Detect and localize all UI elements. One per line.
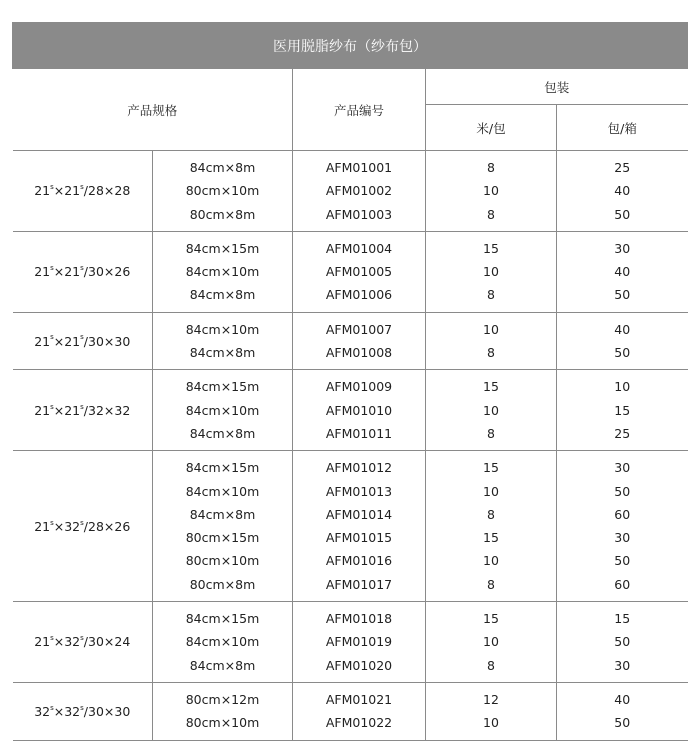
spec-mark: s bbox=[50, 703, 54, 712]
m-per-pack-cell: 10 bbox=[483, 553, 499, 569]
code-cell: AFM01008 bbox=[325, 345, 393, 361]
code-cell: AFM01015 bbox=[325, 530, 393, 546]
spec-density: /30×26 bbox=[83, 264, 131, 280]
spec-cell bbox=[13, 312, 153, 370]
pack-per-box-cell: 15 bbox=[614, 402, 631, 418]
size-cell: 84cm×10m bbox=[185, 321, 260, 337]
m-per-pack-cell: 10 bbox=[483, 634, 499, 650]
size-cell: 84cm×8m bbox=[189, 287, 256, 303]
spec-mark: s bbox=[80, 333, 84, 342]
size-cell: 80cm×8m bbox=[189, 206, 256, 222]
pack-per-box-cell: 50 bbox=[614, 483, 631, 499]
spec-cell bbox=[13, 231, 153, 312]
pack-per-box-cell: 15 bbox=[614, 611, 631, 627]
size-cell: 80cm×8m bbox=[189, 576, 256, 592]
size-cell: 84cm×10m bbox=[185, 264, 260, 280]
code-cell: AFM01004 bbox=[325, 240, 393, 256]
pack-per-box-cell: 50 bbox=[614, 634, 631, 650]
m-per-pack-cell: 12 bbox=[483, 691, 499, 707]
spec-cell bbox=[13, 370, 153, 451]
code-cell: AFM01010 bbox=[325, 402, 393, 418]
pack-per-box-cell-group bbox=[557, 602, 688, 683]
code-cell-group bbox=[293, 151, 426, 232]
m-per-pack-cell-group bbox=[426, 151, 557, 232]
product-table bbox=[12, 22, 688, 741]
m-per-pack-cell: 15 bbox=[483, 611, 499, 627]
spec-density: /28×28 bbox=[83, 183, 131, 199]
m-per-pack-cell: 15 bbox=[483, 530, 499, 546]
spec-weft: ×21 bbox=[53, 264, 81, 280]
header-spec: 产品规格 bbox=[13, 69, 293, 151]
pack-per-box-cell: 50 bbox=[614, 345, 631, 361]
spec-weft: ×32 bbox=[53, 634, 81, 650]
pack-per-box-cell-group bbox=[557, 312, 688, 370]
size-cell: 80cm×10m bbox=[185, 553, 260, 569]
spec-mark: s bbox=[80, 183, 84, 192]
pack-per-box-cell: 40 bbox=[614, 321, 631, 337]
m-per-pack-cell: 8 bbox=[487, 425, 495, 441]
m-per-pack-cell: 10 bbox=[483, 402, 499, 418]
product-table-wrapper bbox=[12, 22, 687, 741]
size-cell-group bbox=[153, 451, 293, 602]
m-per-pack-cell-group bbox=[426, 370, 557, 451]
m-per-pack-cell-group bbox=[426, 231, 557, 312]
pack-per-box-cell: 40 bbox=[614, 691, 631, 707]
pack-per-box-cell: 60 bbox=[614, 576, 631, 592]
size-cell-group bbox=[153, 682, 293, 740]
spec-warp: 21 bbox=[34, 183, 51, 199]
code-cell: AFM01007 bbox=[325, 321, 393, 337]
spec-density: /32×32 bbox=[83, 402, 131, 418]
spec-mark: s bbox=[50, 264, 54, 273]
code-cell: AFM01005 bbox=[325, 264, 393, 280]
spec-warp: 21 bbox=[34, 634, 51, 650]
code-cell: AFM01020 bbox=[325, 657, 393, 673]
spec-mark: s bbox=[80, 703, 84, 712]
m-per-pack-cell: 8 bbox=[487, 506, 495, 522]
m-per-pack-cell: 8 bbox=[487, 576, 495, 592]
header-packing: 包装 bbox=[426, 69, 688, 105]
pack-per-box-cell-group bbox=[557, 231, 688, 312]
code-cell: AFM01022 bbox=[325, 715, 393, 731]
table-group bbox=[13, 682, 688, 740]
size-cell: 84cm×8m bbox=[189, 425, 256, 441]
code-cell-group bbox=[293, 231, 426, 312]
code-cell-group bbox=[293, 602, 426, 683]
code-cell: AFM01014 bbox=[325, 506, 393, 522]
code-cell-group bbox=[293, 451, 426, 602]
code-cell: AFM01019 bbox=[325, 634, 393, 650]
pack-per-box-cell: 60 bbox=[614, 506, 631, 522]
size-cell: 84cm×10m bbox=[185, 483, 260, 499]
pack-per-box-cell: 30 bbox=[614, 530, 631, 546]
m-per-pack-cell: 8 bbox=[487, 206, 495, 222]
code-cell: AFM01017 bbox=[325, 576, 393, 592]
size-cell-group bbox=[153, 151, 293, 232]
pack-per-box-cell: 25 bbox=[614, 160, 631, 175]
header-pack-per-box: 包/箱 bbox=[557, 105, 688, 151]
spec-warp: 21 bbox=[34, 264, 51, 280]
size-cell: 84cm×15m bbox=[185, 240, 260, 256]
code-cell: AFM01011 bbox=[325, 425, 393, 441]
size-cell-group bbox=[153, 602, 293, 683]
spec-mark: s bbox=[50, 634, 54, 643]
header-m-per-pack: 米/包 bbox=[426, 105, 557, 151]
size-cell: 84cm×8m bbox=[189, 506, 256, 522]
code-cell-group bbox=[293, 370, 426, 451]
pack-per-box-cell-group bbox=[557, 451, 688, 602]
size-cell: 80cm×12m bbox=[185, 691, 260, 707]
spec-mark: s bbox=[80, 402, 84, 411]
pack-per-box-cell: 50 bbox=[614, 553, 631, 569]
m-per-pack-cell: 10 bbox=[483, 483, 499, 499]
size-cell: 80cm×15m bbox=[185, 530, 260, 546]
spec-warp: 21 bbox=[34, 402, 51, 418]
spec-mark: s bbox=[50, 183, 54, 192]
pack-per-box-cell: 25 bbox=[614, 425, 631, 441]
spec-weft: ×21 bbox=[53, 333, 81, 349]
code-cell: AFM01012 bbox=[325, 460, 393, 476]
code-cell-group bbox=[293, 682, 426, 740]
code-cell-group bbox=[293, 312, 426, 370]
spec-warp: 21 bbox=[34, 518, 51, 534]
size-cell: 84cm×8m bbox=[189, 345, 256, 361]
m-per-pack-cell: 15 bbox=[483, 240, 499, 256]
table-group bbox=[13, 151, 688, 232]
spec-mark: s bbox=[80, 518, 84, 527]
spec-weft: ×21 bbox=[53, 183, 81, 199]
spec-cell bbox=[13, 151, 153, 232]
pack-per-box-cell: 30 bbox=[614, 460, 631, 476]
pack-per-box-cell: 50 bbox=[614, 715, 631, 731]
size-cell: 80cm×10m bbox=[185, 715, 260, 731]
code-cell: AFM01013 bbox=[325, 483, 393, 499]
pack-per-box-cell-group bbox=[557, 682, 688, 740]
m-per-pack-cell: 10 bbox=[483, 321, 499, 337]
code-cell: AFM01002 bbox=[325, 183, 393, 199]
pack-per-box-cell-group bbox=[557, 370, 688, 451]
pack-per-box-cell: 40 bbox=[614, 183, 631, 199]
spec-mark: s bbox=[80, 634, 84, 643]
code-cell: AFM01006 bbox=[325, 287, 393, 303]
spec-mark: s bbox=[50, 333, 54, 342]
table-group bbox=[13, 370, 688, 451]
spec-cell bbox=[13, 682, 153, 740]
m-per-pack-cell: 15 bbox=[483, 379, 499, 395]
table-title: 医用脱脂纱布（纱布包） bbox=[13, 23, 688, 69]
table-group bbox=[13, 451, 688, 602]
table-group bbox=[13, 312, 688, 370]
code-cell: AFM01003 bbox=[325, 206, 393, 222]
m-per-pack-cell-group bbox=[426, 312, 557, 370]
size-cell-group bbox=[153, 312, 293, 370]
code-cell: AFM01009 bbox=[325, 379, 393, 395]
table-group bbox=[13, 231, 688, 312]
pack-per-box-cell: 10 bbox=[614, 379, 631, 395]
spec-weft: ×21 bbox=[53, 402, 81, 418]
m-per-pack-cell: 15 bbox=[483, 460, 499, 476]
spec-density: /28×26 bbox=[83, 518, 131, 534]
spec-density: /30×24 bbox=[83, 634, 131, 650]
pack-per-box-cell: 40 bbox=[614, 264, 631, 280]
m-per-pack-cell: 8 bbox=[487, 345, 495, 361]
m-per-pack-cell: 10 bbox=[483, 264, 499, 280]
m-per-pack-cell-group bbox=[426, 682, 557, 740]
spec-mark: s bbox=[50, 402, 54, 411]
m-per-pack-cell: 8 bbox=[487, 657, 495, 673]
spec-warp: 21 bbox=[34, 333, 51, 349]
code-cell: AFM01016 bbox=[325, 553, 393, 569]
spec-cell bbox=[13, 451, 153, 602]
size-cell: 84cm×15m bbox=[185, 460, 260, 476]
code-cell: AFM01021 bbox=[325, 691, 393, 707]
pack-per-box-cell: 50 bbox=[614, 287, 631, 303]
pack-per-box-cell: 30 bbox=[614, 657, 631, 673]
m-per-pack-cell: 10 bbox=[483, 183, 499, 199]
m-per-pack-cell: 8 bbox=[487, 160, 495, 175]
spec-mark: s bbox=[80, 264, 84, 273]
spec-weft: ×32 bbox=[53, 703, 81, 719]
pack-per-box-cell: 50 bbox=[614, 206, 631, 222]
spec-cell bbox=[13, 602, 153, 683]
m-per-pack-cell-group bbox=[426, 602, 557, 683]
size-cell: 84cm×8m bbox=[189, 657, 256, 673]
size-cell: 80cm×10m bbox=[185, 183, 260, 199]
size-cell-group bbox=[153, 370, 293, 451]
size-cell: 84cm×15m bbox=[185, 611, 260, 627]
pack-per-box-cell-group bbox=[557, 151, 688, 232]
m-per-pack-cell: 10 bbox=[483, 715, 499, 731]
m-per-pack-cell-group bbox=[426, 451, 557, 602]
size-cell: 84cm×10m bbox=[185, 402, 260, 418]
spec-density: /30×30 bbox=[83, 333, 131, 349]
spec-mark: s bbox=[50, 518, 54, 527]
header-code: 产品编号 bbox=[293, 69, 426, 151]
pack-per-box-cell: 30 bbox=[614, 240, 631, 256]
m-per-pack-cell: 8 bbox=[487, 287, 495, 303]
code-cell: AFM01018 bbox=[325, 611, 393, 627]
table-group bbox=[13, 602, 688, 683]
size-cell: 84cm×10m bbox=[185, 634, 260, 650]
spec-warp: 32 bbox=[34, 703, 51, 719]
spec-density: /30×30 bbox=[83, 703, 131, 719]
code-cell: AFM01001 bbox=[325, 160, 393, 175]
spec-weft: ×32 bbox=[53, 518, 81, 534]
size-cell: 84cm×8m bbox=[189, 160, 256, 175]
size-cell: 84cm×15m bbox=[185, 379, 260, 395]
size-cell-group bbox=[153, 231, 293, 312]
